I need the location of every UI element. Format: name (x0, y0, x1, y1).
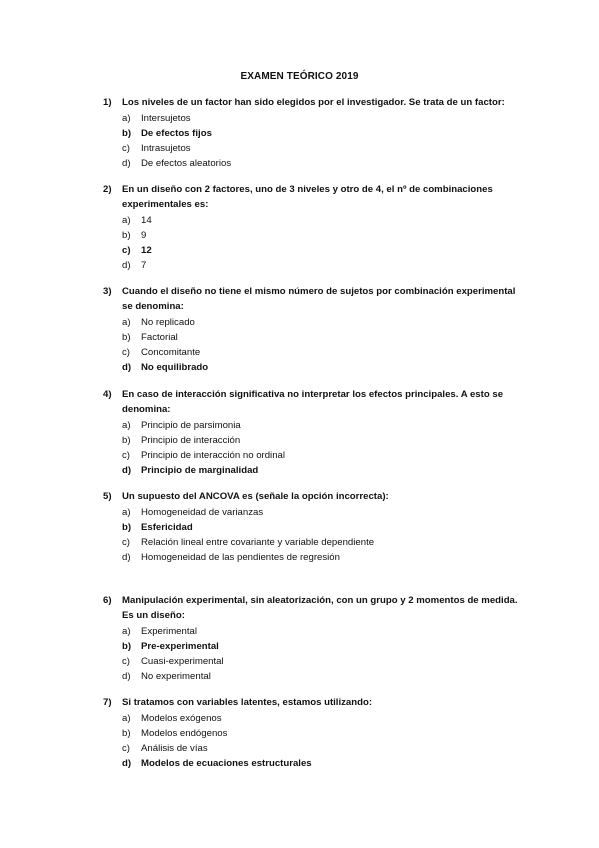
option-letter: d) (122, 671, 131, 682)
option-text: Intersujetos (141, 113, 191, 124)
option-b (122, 330, 523, 345)
option-text: Análisis de vías (141, 743, 208, 754)
option-letter: d) (122, 158, 131, 169)
question-text: Si tratamos con variables latentes, estamos utilizando: (122, 697, 373, 708)
option-d (122, 669, 523, 684)
option-text: Principio de interacción (141, 435, 241, 446)
option-letter: c) (122, 143, 130, 154)
option-b (122, 433, 523, 448)
option-text: Factorial (141, 332, 178, 343)
option-letter: c) (122, 656, 130, 667)
option-text: Esfericidad (141, 522, 193, 533)
option-d (122, 550, 523, 565)
option-letter: b) (122, 332, 131, 343)
option-c (122, 141, 523, 156)
option-b (122, 126, 523, 141)
option-letter: a) (122, 713, 131, 724)
option-a (122, 315, 523, 330)
question-3 (103, 284, 523, 375)
option-text: No equilibrado (141, 362, 209, 373)
question-text: Manipulación experimental, sin aleatorización, con un grupo y 2 momentos de medida. Es un diseño: (122, 595, 518, 621)
option-letter: c) (122, 450, 130, 461)
option-text: Concomitante (141, 347, 201, 358)
option-list (103, 418, 523, 478)
option-letter: d) (122, 552, 131, 563)
option-b (122, 520, 523, 535)
option-a (122, 111, 523, 126)
option-list (103, 213, 523, 273)
option-letter: b) (122, 435, 131, 446)
option-text: Pre-experimental (141, 641, 219, 652)
option-letter: b) (122, 522, 132, 533)
question-number: 5) (103, 491, 112, 502)
option-text: Relación lineal entre covariante y variable dependiente (141, 537, 375, 548)
question-4 (103, 387, 523, 478)
question-header (103, 593, 523, 623)
option-b (122, 228, 523, 243)
option-letter: a) (122, 317, 131, 328)
option-text: 12 (141, 245, 152, 256)
option-a (122, 711, 523, 726)
option-a (122, 418, 523, 433)
option-letter: a) (122, 507, 131, 518)
question-text: Cuando el diseño no tiene el mismo número de sujetos por combinación experimental se denomina: (122, 286, 516, 312)
option-letter: c) (122, 743, 130, 754)
question-number: 6) (103, 595, 112, 606)
option-a (122, 213, 523, 228)
option-letter: a) (122, 113, 131, 124)
option-list (103, 505, 523, 565)
option-d (122, 360, 523, 375)
option-d (122, 156, 523, 171)
question-5 (103, 489, 523, 565)
option-letter: c) (122, 245, 131, 256)
option-text: Principio de marginalidad (141, 465, 259, 476)
option-text: Homogeneidad de las pendientes de regresión (141, 552, 340, 563)
option-letter: a) (122, 420, 131, 431)
question-1 (103, 95, 523, 171)
option-a (122, 505, 523, 520)
question-header (103, 95, 523, 110)
option-d (122, 756, 523, 771)
option-letter: b) (122, 230, 131, 241)
option-list (103, 711, 523, 771)
option-text: Modelos endógenos (141, 728, 228, 739)
option-letter: c) (122, 347, 130, 358)
option-text: No replicado (141, 317, 195, 328)
question-number: 7) (103, 697, 112, 708)
option-list (103, 624, 523, 684)
question-number: 2) (103, 184, 112, 195)
question-text: Los niveles de un factor han sido elegidos por el investigador. Se trata de un factor: (122, 97, 505, 108)
question-header (103, 695, 523, 710)
option-text: Experimental (141, 626, 197, 637)
option-text: No experimental (141, 671, 211, 682)
question-6 (103, 593, 523, 684)
option-letter: d) (122, 465, 132, 476)
option-text: Intrasujetos (141, 143, 191, 154)
option-letter: b) (122, 128, 132, 139)
option-text: Modelos de ecuaciones estructurales (141, 758, 312, 769)
option-list (103, 111, 523, 171)
option-letter: d) (122, 260, 131, 271)
option-c (122, 243, 523, 258)
option-text: Cuasi-experimental (141, 656, 224, 667)
question-7 (103, 695, 523, 771)
option-c (122, 448, 523, 463)
exam-title: EXAMEN TEÓRICO 2019 (240, 71, 359, 82)
option-text: Modelos exógenos (141, 713, 222, 724)
option-b (122, 726, 523, 741)
question-2 (103, 182, 523, 273)
option-letter: a) (122, 626, 131, 637)
question-header (103, 182, 523, 212)
option-letter: d) (122, 362, 132, 373)
option-letter: a) (122, 215, 131, 226)
question-number: 4) (103, 389, 112, 400)
option-list (103, 315, 523, 375)
option-letter: d) (122, 758, 132, 769)
option-text: Homogeneidad de varianzas (141, 507, 264, 518)
option-letter: b) (122, 728, 131, 739)
option-d (122, 258, 523, 273)
question-header (103, 387, 523, 417)
option-text: 9 (141, 230, 147, 241)
option-c (122, 345, 523, 360)
option-letter: b) (122, 641, 132, 652)
option-b (122, 639, 523, 654)
option-c (122, 654, 523, 669)
option-c (122, 741, 523, 756)
option-letter: c) (122, 537, 130, 548)
question-number: 3) (103, 286, 112, 297)
option-text: De efectos fijos (141, 128, 212, 139)
option-d (122, 463, 523, 478)
option-text: 7 (141, 260, 147, 271)
question-header (103, 284, 523, 314)
question-number: 1) (103, 97, 112, 108)
option-a (122, 624, 523, 639)
option-c (122, 535, 523, 550)
question-text: En un diseño con 2 factores, uno de 3 niveles y otro de 4, el nº de combinaciones experimentales es: (122, 184, 493, 210)
option-text: Principio de interacción no ordinal (141, 450, 285, 461)
option-text: De efectos aleatorios (141, 158, 232, 169)
question-text: En caso de interacción significativa no interpretar los efectos principales. A esto se denomina: (122, 389, 504, 415)
question-header (103, 489, 523, 504)
option-text: Principio de parsimonia (141, 420, 241, 431)
option-text: 14 (141, 215, 152, 226)
question-text: Un supuesto del ANCOVA es (señale la opción incorrecta): (122, 491, 389, 502)
